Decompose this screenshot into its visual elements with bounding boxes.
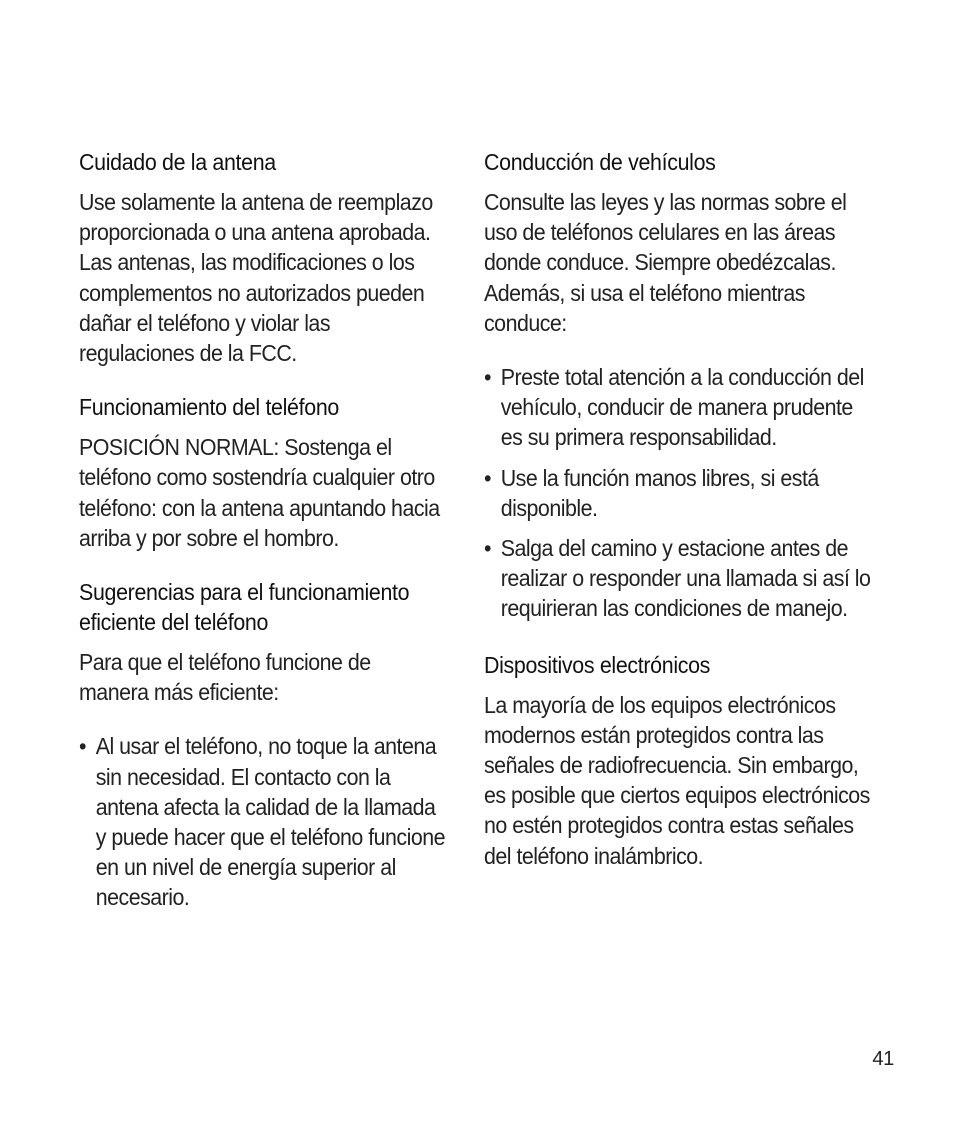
list-spacer [484, 634, 869, 650]
bullet-icon: • [484, 535, 491, 562]
driving-list [484, 362, 869, 624]
antenna-care-heading: Cuidado de la antena [79, 149, 276, 175]
bullet-icon: • [484, 364, 491, 391]
efficient-operation-heading: Sugerencias para el funcionamiento eficiente del teléfono [79, 579, 410, 636]
efficient-operation-list [79, 731, 445, 912]
bullet-icon: • [484, 464, 491, 491]
list-item [484, 362, 877, 453]
driving-text: Consulte las leyes y las normas sobre el uso de teléfonos celulares en las áreas donde conduce. Siempre obedézcalas. Además, si usa el teléfono mientras conduce: [484, 189, 847, 336]
list-item-text: Salga del camino y estacione antes de realizar o responder una llamada si así lo requirieran las condiciones de manejo. [500, 535, 871, 622]
phone-operation-text: POSICIÓN NORMAL: Sostenga el teléfono como sostendría cualquier otro teléfono: con la antena apuntando hacia arriba y por sobre el hombro. [79, 434, 440, 551]
list-item [484, 463, 877, 523]
list-item-text: Preste total atención a la conducción del vehículo, conducir de manera prudente es su primera responsabilidad. [500, 364, 864, 451]
list-item [484, 533, 877, 624]
left-column [79, 147, 445, 923]
list-item-text: Use la función manos libres, si está disponible. [500, 464, 819, 521]
driving-heading: Conducción de vehículos [484, 149, 716, 175]
list-item [79, 731, 449, 912]
list-item-text: Al usar el teléfono, no toque la antena sin necesidad. El contacto con la antena afecta la calidad de la llamada y puede hacer que el teléfono funcione en un nivel de energía superior al necesario. [95, 733, 445, 911]
efficient-operation-text: Para que el teléfono funcione de manera más eficiente: [79, 649, 371, 706]
bullet-icon: • [79, 733, 86, 760]
antenna-care-text: Use solamente la antena de reemplazo proporcionada o una antena aprobada. Las antenas, las modificaciones o los complementos no autorizados pueden dañar el teléfono y violar las regulaciones de la FCC. [79, 189, 433, 367]
page-number: 41 [872, 1048, 894, 1070]
electronic-devices-text: La mayoría de los equipos electrónicos modernos están protegidos contra las señales de radiofrecuencia. Sin embargo, es posible que ciertos equipos electrónicos no estén protegidos contra estas señales del teléfono inalámbrico. [484, 691, 870, 869]
electronic-devices-heading: Dispositivos electrónicos [484, 651, 711, 678]
phone-operation-heading: Funcionamiento del teléfono [79, 394, 339, 421]
right-column [484, 147, 869, 895]
